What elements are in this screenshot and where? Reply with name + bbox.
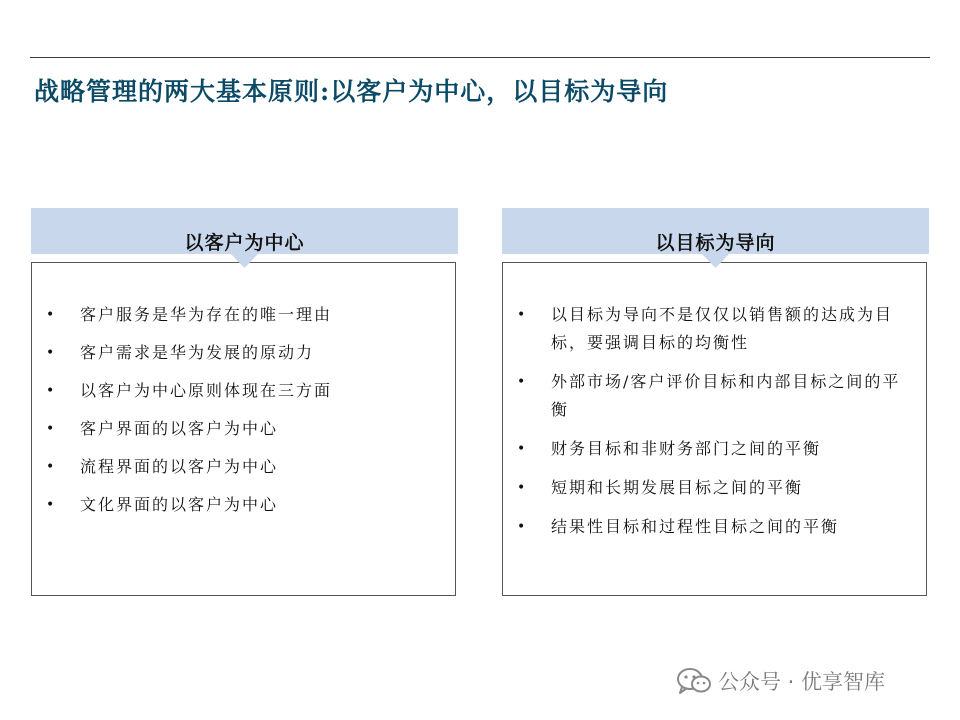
list-item: [46, 377, 446, 405]
panel-body: [31, 262, 456, 596]
list-item-text: 短期和长期发展目标之间的平衡: [551, 478, 804, 497]
slide-title: 战略管理的两大基本原则:以客户为中心，以目标为导向: [34, 77, 669, 106]
bullet-icon: •: [517, 480, 528, 496]
list-item: [46, 415, 446, 443]
bullet-icon: •: [46, 345, 57, 361]
bullet-icon: •: [46, 459, 57, 475]
list-item: [46, 339, 446, 367]
customer-centric-panel: [31, 208, 458, 514]
bullet-icon: •: [517, 307, 528, 323]
list-item: [517, 474, 917, 502]
list-item-text: 客户服务是华为存在的唯一理由: [80, 305, 333, 324]
list-item: [517, 301, 917, 357]
bullet-icon: •: [46, 421, 57, 437]
bullet-icon: •: [46, 307, 57, 323]
bullet-icon: •: [517, 374, 528, 390]
list-item: [517, 368, 917, 424]
panel-header-label: 以目标为导向: [655, 232, 776, 254]
list-item: [46, 301, 446, 329]
list-item-text: 文化界面的以客户为中心: [80, 495, 279, 514]
bullet-list: [517, 301, 917, 552]
bullet-icon: •: [517, 519, 528, 535]
panel-body: [502, 262, 927, 596]
bullet-icon: •: [46, 383, 57, 399]
wechat-icon: [676, 667, 712, 695]
list-item-text: 外部市场/客户评价目标和内部目标之间的平衡: [551, 372, 901, 419]
list-item-text: 流程界面的以客户为中心: [80, 457, 279, 476]
bullet-icon: •: [46, 497, 57, 513]
bullet-icon: •: [517, 441, 528, 457]
list-item: [517, 435, 917, 463]
list-item-text: 以客户为中心原则体现在三方面: [80, 381, 333, 400]
list-item-text: 财务目标和非财务部门之间的平衡: [551, 439, 822, 458]
list-item-text: 客户需求是华为发展的原动力: [80, 343, 315, 362]
list-item: [46, 453, 446, 481]
bullet-list: [46, 301, 446, 529]
list-item-text: 客户界面的以客户为中心: [80, 419, 279, 438]
top-divider: [30, 57, 930, 58]
panel-header: [502, 208, 929, 270]
list-item-text: 以目标为导向不是仅仅以销售额的达成为目标，要强调目标的均衡性: [551, 305, 894, 352]
watermark: [676, 666, 885, 696]
list-item-text: 结果性目标和过程性目标之间的平衡: [551, 517, 840, 536]
panel-header-label: 以客户为中心: [184, 232, 305, 254]
goal-oriented-panel: [502, 208, 929, 536]
list-item: [517, 513, 917, 541]
watermark-text: 公众号 · 优享智库: [718, 670, 886, 694]
panel-header: [31, 208, 458, 270]
list-item: [46, 491, 446, 519]
